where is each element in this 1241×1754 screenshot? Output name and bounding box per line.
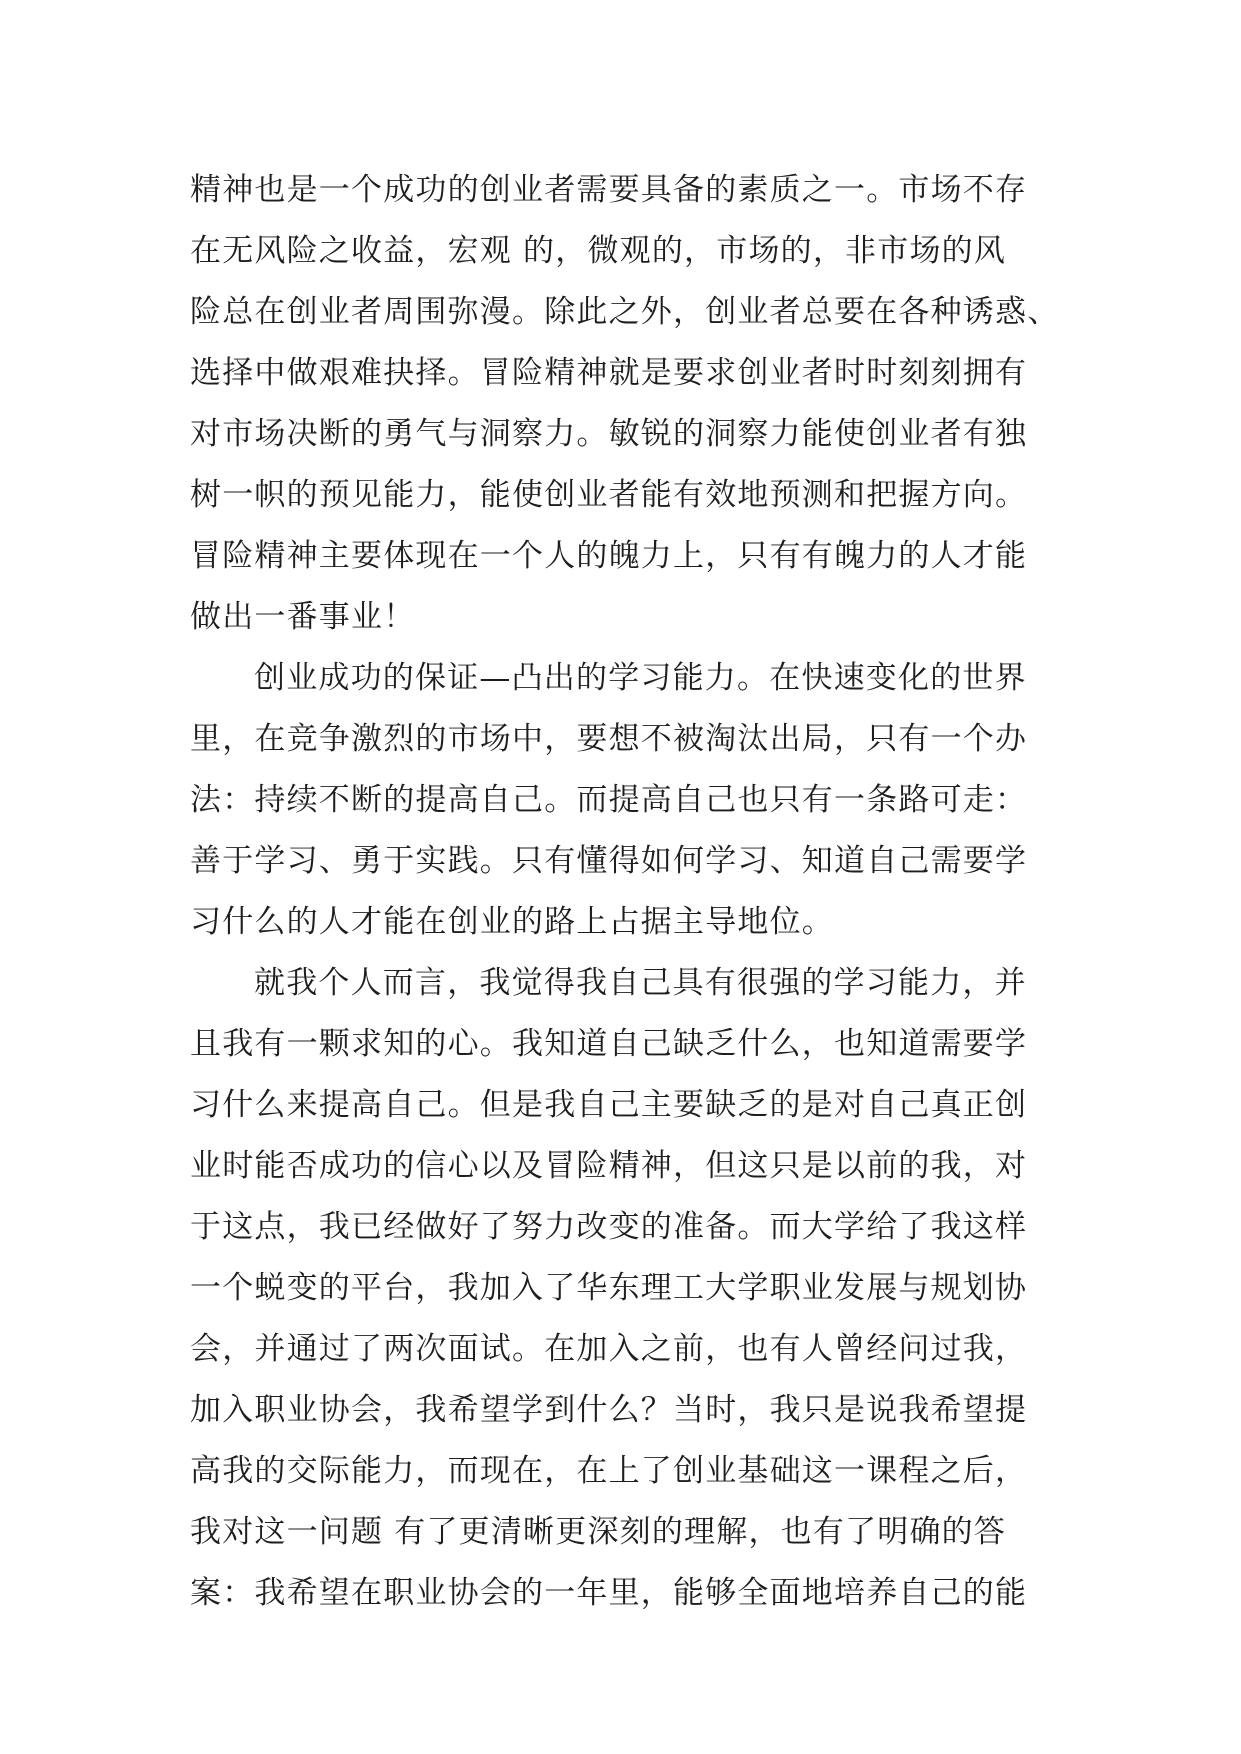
text-line: 对市场决断的勇气与洞察力。敏锐的洞察力能使创业者有独 [190,416,1028,452]
text-line: 习什么的人才能在创业的路上占据主导地位。 [190,904,834,940]
text-line: 树一帜的预见能力，能使创业者能有效地预测和把握方向。 [190,477,1028,513]
text-line: 法：持续不断的提高自己。而提高自己也只有一条路可走： [190,782,1028,818]
text-line: 业时能否成功的信心以及冒险精神，但这只是以前的我，对 [190,1148,1028,1184]
text-line: 且我有一颗求知的心。我知道自己缺乏什么，也知道需要学 [190,1026,1028,1062]
text-line: 于这点，我已经做好了努力改变的准备。而大学给了我这样 [190,1209,1028,1245]
text-line: 案：我希望在职业协会的一年里，能够全面地培养自己的能 [190,1575,1028,1611]
text-line: 做出一番事业！ [190,599,416,635]
body-text [190,160,1070,1624]
text-line: 选择中做艰难抉择。冒险精神就是要求创业者时时刻刻拥有 [190,355,1028,391]
text-line: 加入职业协会，我希望学到什么？当时，我只是说我希望提 [190,1392,1028,1428]
text-line: 险总在创业者周围弥漫。除此之外，创业者总要在各种诱惑、 [190,294,1060,330]
text-line: 冒险精神主要体现在一个人的魄力上，只有有魄力的人才能 [190,538,1028,574]
text-line: 一个蜕变的平台，我加入了华东理工大学职业发展与规划协 [190,1270,1028,1306]
text-line: 善于学习、勇于实践。只有懂得如何学习、知道自己需要学 [190,843,1028,879]
text-line: 里，在竞争激烈的市场中，要想不被淘汰出局，只有一个办 [190,721,1028,757]
paragraph-first-line: 创业成功的保证—凸出的学习能力。在快速变化的世界 [254,660,1027,696]
text-line: 习什么来提高自己。但是我自己主要缺乏的是对自己真正创 [190,1087,1028,1123]
paragraph-first-line: 就我个人而言，我觉得我自己具有很强的学习能力，并 [254,965,1027,1001]
text-line: 在无风险之收益，宏观 的，微观的，市场的，非市场的风 [190,233,1007,269]
text-line: 精神也是一个成功的创业者需要具备的素质之一。市场不存 [190,172,1028,208]
text-line: 我对这一问题 有了更清晰更深刻的理解，也有了明确的答 [190,1514,1007,1550]
text-line: 会，并通过了两次面试。在加入之前，也有人曾经问过我， [190,1331,1028,1367]
text-line: 高我的交际能力，而现在，在上了创业基础这一课程之后， [190,1453,1028,1489]
